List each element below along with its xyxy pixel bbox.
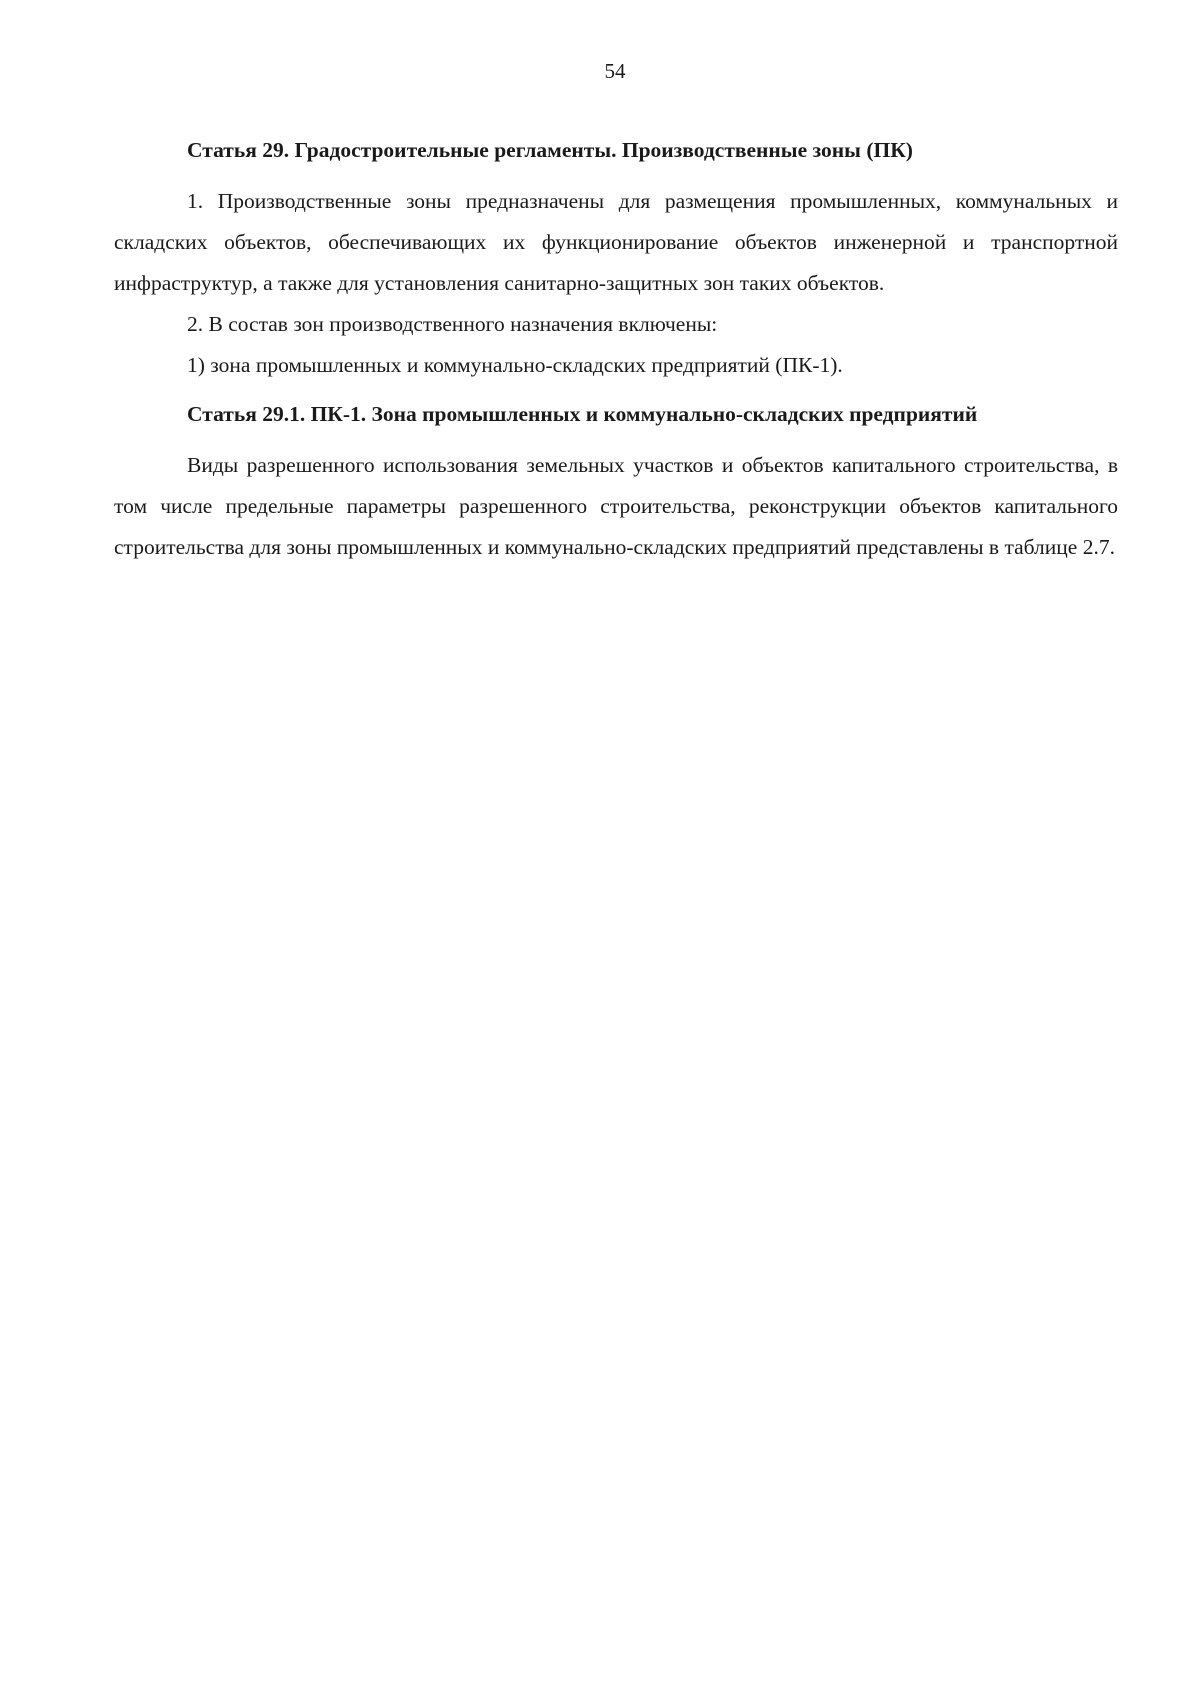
article-29-paragraph-1: 1. Производственные зоны предназначены для размещения промышленных, коммунальных и складских объектов, обеспечивающих их функционирование объектов инженерной и транспортной инфраструктур, а также для установления санитарно-защитных зон таких объектов. [114,189,1118,295]
article-29-1-heading: Статья 29.1. ПК-1. Зона промышленных и коммунально-складских предприятий [187,402,978,426]
article-29-heading: Статья 29. Градостроительные регламенты. Производственные зоны (ПК) [187,138,913,162]
article-29-1-paragraph-1: Виды разрешенного использования земельных участков и объектов капитального строительства, в том числе предельные параметры разрешенного строительства, реконструкции объектов капитального строительства для зоны промышленных и коммунально-складских предприятий представлены в таблице 2.7. [114,453,1118,559]
page-number: 54 [604,59,626,83]
section-gap [114,386,1118,394]
article-29-paragraph-2: 2. В состав зон производственного назначения включены: [187,312,718,336]
document-body [114,130,1118,568]
article-29-list-item-1: 1) зона промышленных и коммунально-складских предприятий (ПК-1). [187,353,843,377]
